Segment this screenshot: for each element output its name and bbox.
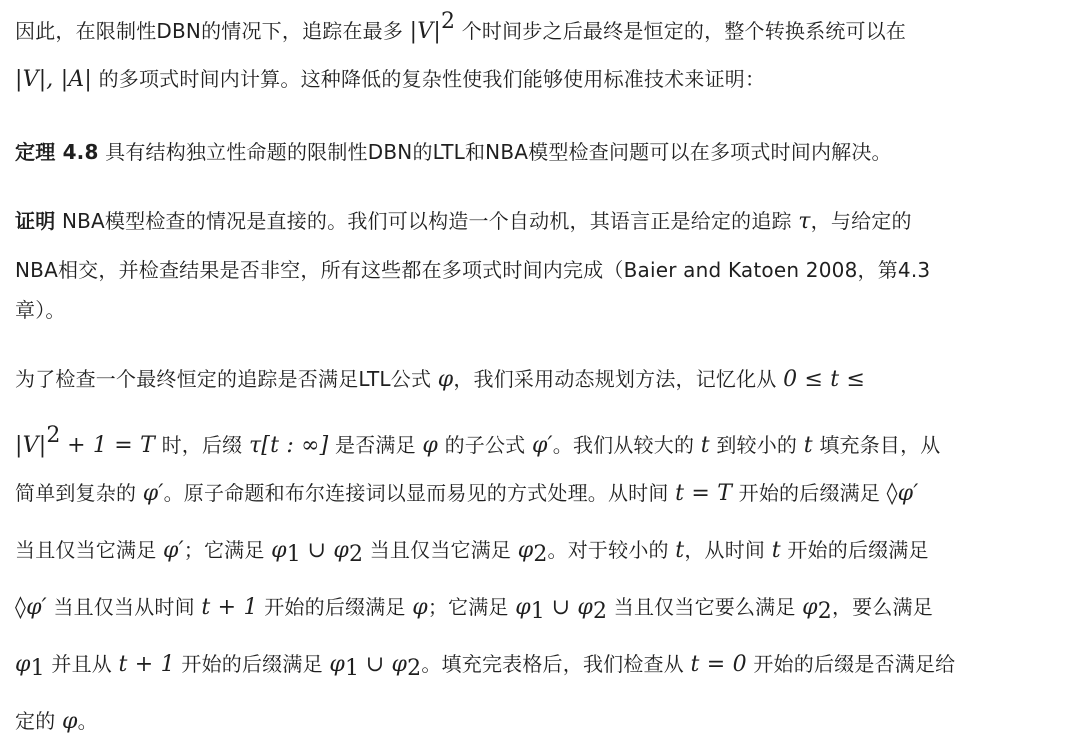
math-v-abs: |V| — [409, 19, 441, 44]
paragraph-2-line-1 — [15, 364, 865, 395]
math-subscript: 2 — [407, 656, 422, 681]
math-superscript: 2 — [46, 423, 61, 448]
math-t-plus-1: t + 1 — [201, 595, 258, 620]
math-suffix: τ[t : ∞] — [248, 433, 329, 458]
math-phi-1: φ — [515, 595, 531, 620]
text: ，从时间 — [684, 538, 766, 562]
math-subscript: 2 — [533, 542, 548, 567]
text: 。对于较小的 — [547, 538, 669, 562]
paragraph-2-line-2 — [15, 421, 941, 461]
text: 章）。 — [15, 298, 66, 322]
text: 为了检查一个最终恒定的追踪是否满足LTL公式 — [15, 367, 432, 391]
math-phi-1: φ — [271, 538, 287, 563]
text: 开始的后缀满足 — [264, 595, 406, 619]
math-phi-prime: φ′ — [142, 481, 164, 506]
math-subscript: 1 — [30, 656, 45, 681]
paragraph-2-line-4 — [15, 535, 929, 570]
proof-line-1 — [15, 206, 912, 237]
math-union-phi-2: ∪ φ — [551, 595, 593, 620]
math-subscript: 2 — [348, 542, 364, 567]
math-phi-2: φ — [517, 538, 534, 563]
text: ，要么满足 — [831, 595, 933, 619]
math-phi: φ — [412, 595, 428, 620]
paragraph-1-line-1 — [15, 7, 906, 47]
paragraph-2-line-5 — [15, 592, 933, 627]
text: 的多项式时间内计算。这种降低的复杂性使我们能够使用标准技术来证明： — [98, 67, 766, 91]
math-t: t — [675, 538, 685, 563]
text: 的子公式 — [444, 433, 526, 457]
math-phi: φ — [437, 367, 454, 392]
text: 开始的后缀满足 — [738, 481, 881, 505]
math-phi-prime: φ′ — [162, 538, 184, 563]
math-phi-prime: φ′ — [531, 433, 553, 458]
text: 当且仅当它满足 — [369, 538, 512, 562]
text: 因此，在限制性DBN的情况下，追踪在最多 — [15, 19, 404, 43]
text: 开始的后缀是否满足给 — [753, 652, 956, 676]
text: 开始的后缀满足 — [787, 538, 929, 562]
math-phi-1: φ — [329, 652, 345, 677]
math-t-plus-1: t + 1 — [118, 652, 175, 677]
text: 个时间步之后最终是恒定的，整个转换系统可以在 — [461, 19, 907, 43]
text: 并且从 — [51, 652, 112, 676]
math-eventually-phi-prime: ◊φ′ — [886, 481, 919, 506]
proof-line-3 — [15, 295, 66, 325]
text: ，与给定的 — [810, 209, 912, 233]
math-subscript: 2 — [817, 599, 832, 624]
text: ；它满足 — [427, 595, 509, 619]
math-eventually-phi-prime: ◊φ′ — [15, 595, 47, 620]
theorem-label: 定理 4.8 — [15, 140, 99, 164]
math-t: t — [700, 433, 710, 458]
text: 时，后缀 — [161, 433, 243, 457]
math-t: t — [803, 433, 813, 458]
math-union-phi-2: ∪ φ — [307, 538, 349, 563]
paragraph-2-line-7 — [15, 706, 98, 737]
text: 当且仅当它满足 — [15, 538, 157, 562]
text: 。我们从较大的 — [552, 433, 695, 457]
math-subscript: 1 — [344, 656, 360, 681]
text: 到较小的 — [716, 433, 798, 457]
math-t: t — [771, 538, 781, 563]
text: 。填充完表格后，我们检查从 — [421, 652, 684, 676]
text: 当且仅当从时间 — [53, 595, 195, 619]
text: 简单到复杂的 — [15, 481, 137, 505]
math-superscript: 2 — [440, 9, 456, 34]
text: 。 — [77, 709, 98, 733]
proof-line-2 — [15, 255, 930, 285]
math-tau: τ — [798, 209, 811, 234]
math-v-a-abs: |V|, |A| — [15, 67, 93, 92]
paragraph-2-line-3 — [15, 478, 918, 509]
math-t-range: 0 ≤ t ≤ — [783, 367, 866, 392]
math-phi: φ — [422, 433, 438, 458]
text: 开始的后缀满足 — [181, 652, 323, 676]
text: 是否满足 — [335, 433, 416, 457]
paragraph-2-line-6 — [15, 649, 955, 684]
math-subscript: 1 — [286, 542, 301, 567]
theorem-4-8 — [15, 137, 892, 167]
math-phi: φ — [61, 709, 78, 734]
math-v-abs: |V| — [15, 433, 47, 458]
text: 。原子命题和布尔连接词以显而易见的方式处理。从时间 — [163, 481, 669, 505]
proof-label: 证明 — [15, 209, 56, 233]
text: NBA模型检查的情况是直接的。我们可以构造一个自动机，其语言正是给定的追踪 — [61, 209, 792, 233]
math-phi-2: φ — [802, 595, 818, 620]
text: NBA相交，并检查结果是否非空，所有这些都在多项式时间内完成（Baier and Katoen 2008，第4.3 — [15, 258, 931, 282]
math-subscript: 1 — [530, 599, 545, 624]
math-subscript: 2 — [593, 599, 608, 624]
paragraph-1-line-2 — [15, 64, 765, 95]
theorem-text: 具有结构独立性命题的限制性DBN的LTL和NBA模型检查问题可以在多项式时间内解决。 — [105, 140, 892, 164]
math-t-equals-0: t = 0 — [690, 652, 747, 677]
text: 填充条目，从 — [819, 433, 941, 457]
text: ，我们采用动态规划方法，记忆化从 — [453, 367, 777, 391]
math-equals-t: + 1 = T — [67, 433, 155, 458]
math-union-phi-2: ∪ φ — [365, 652, 408, 677]
math-t-equals-t: t = T — [675, 481, 733, 506]
text: ；它满足 — [183, 538, 265, 562]
text: 当且仅当它要么满足 — [613, 595, 796, 619]
math-phi-1: φ — [15, 652, 31, 677]
text: 定的 — [15, 709, 56, 733]
